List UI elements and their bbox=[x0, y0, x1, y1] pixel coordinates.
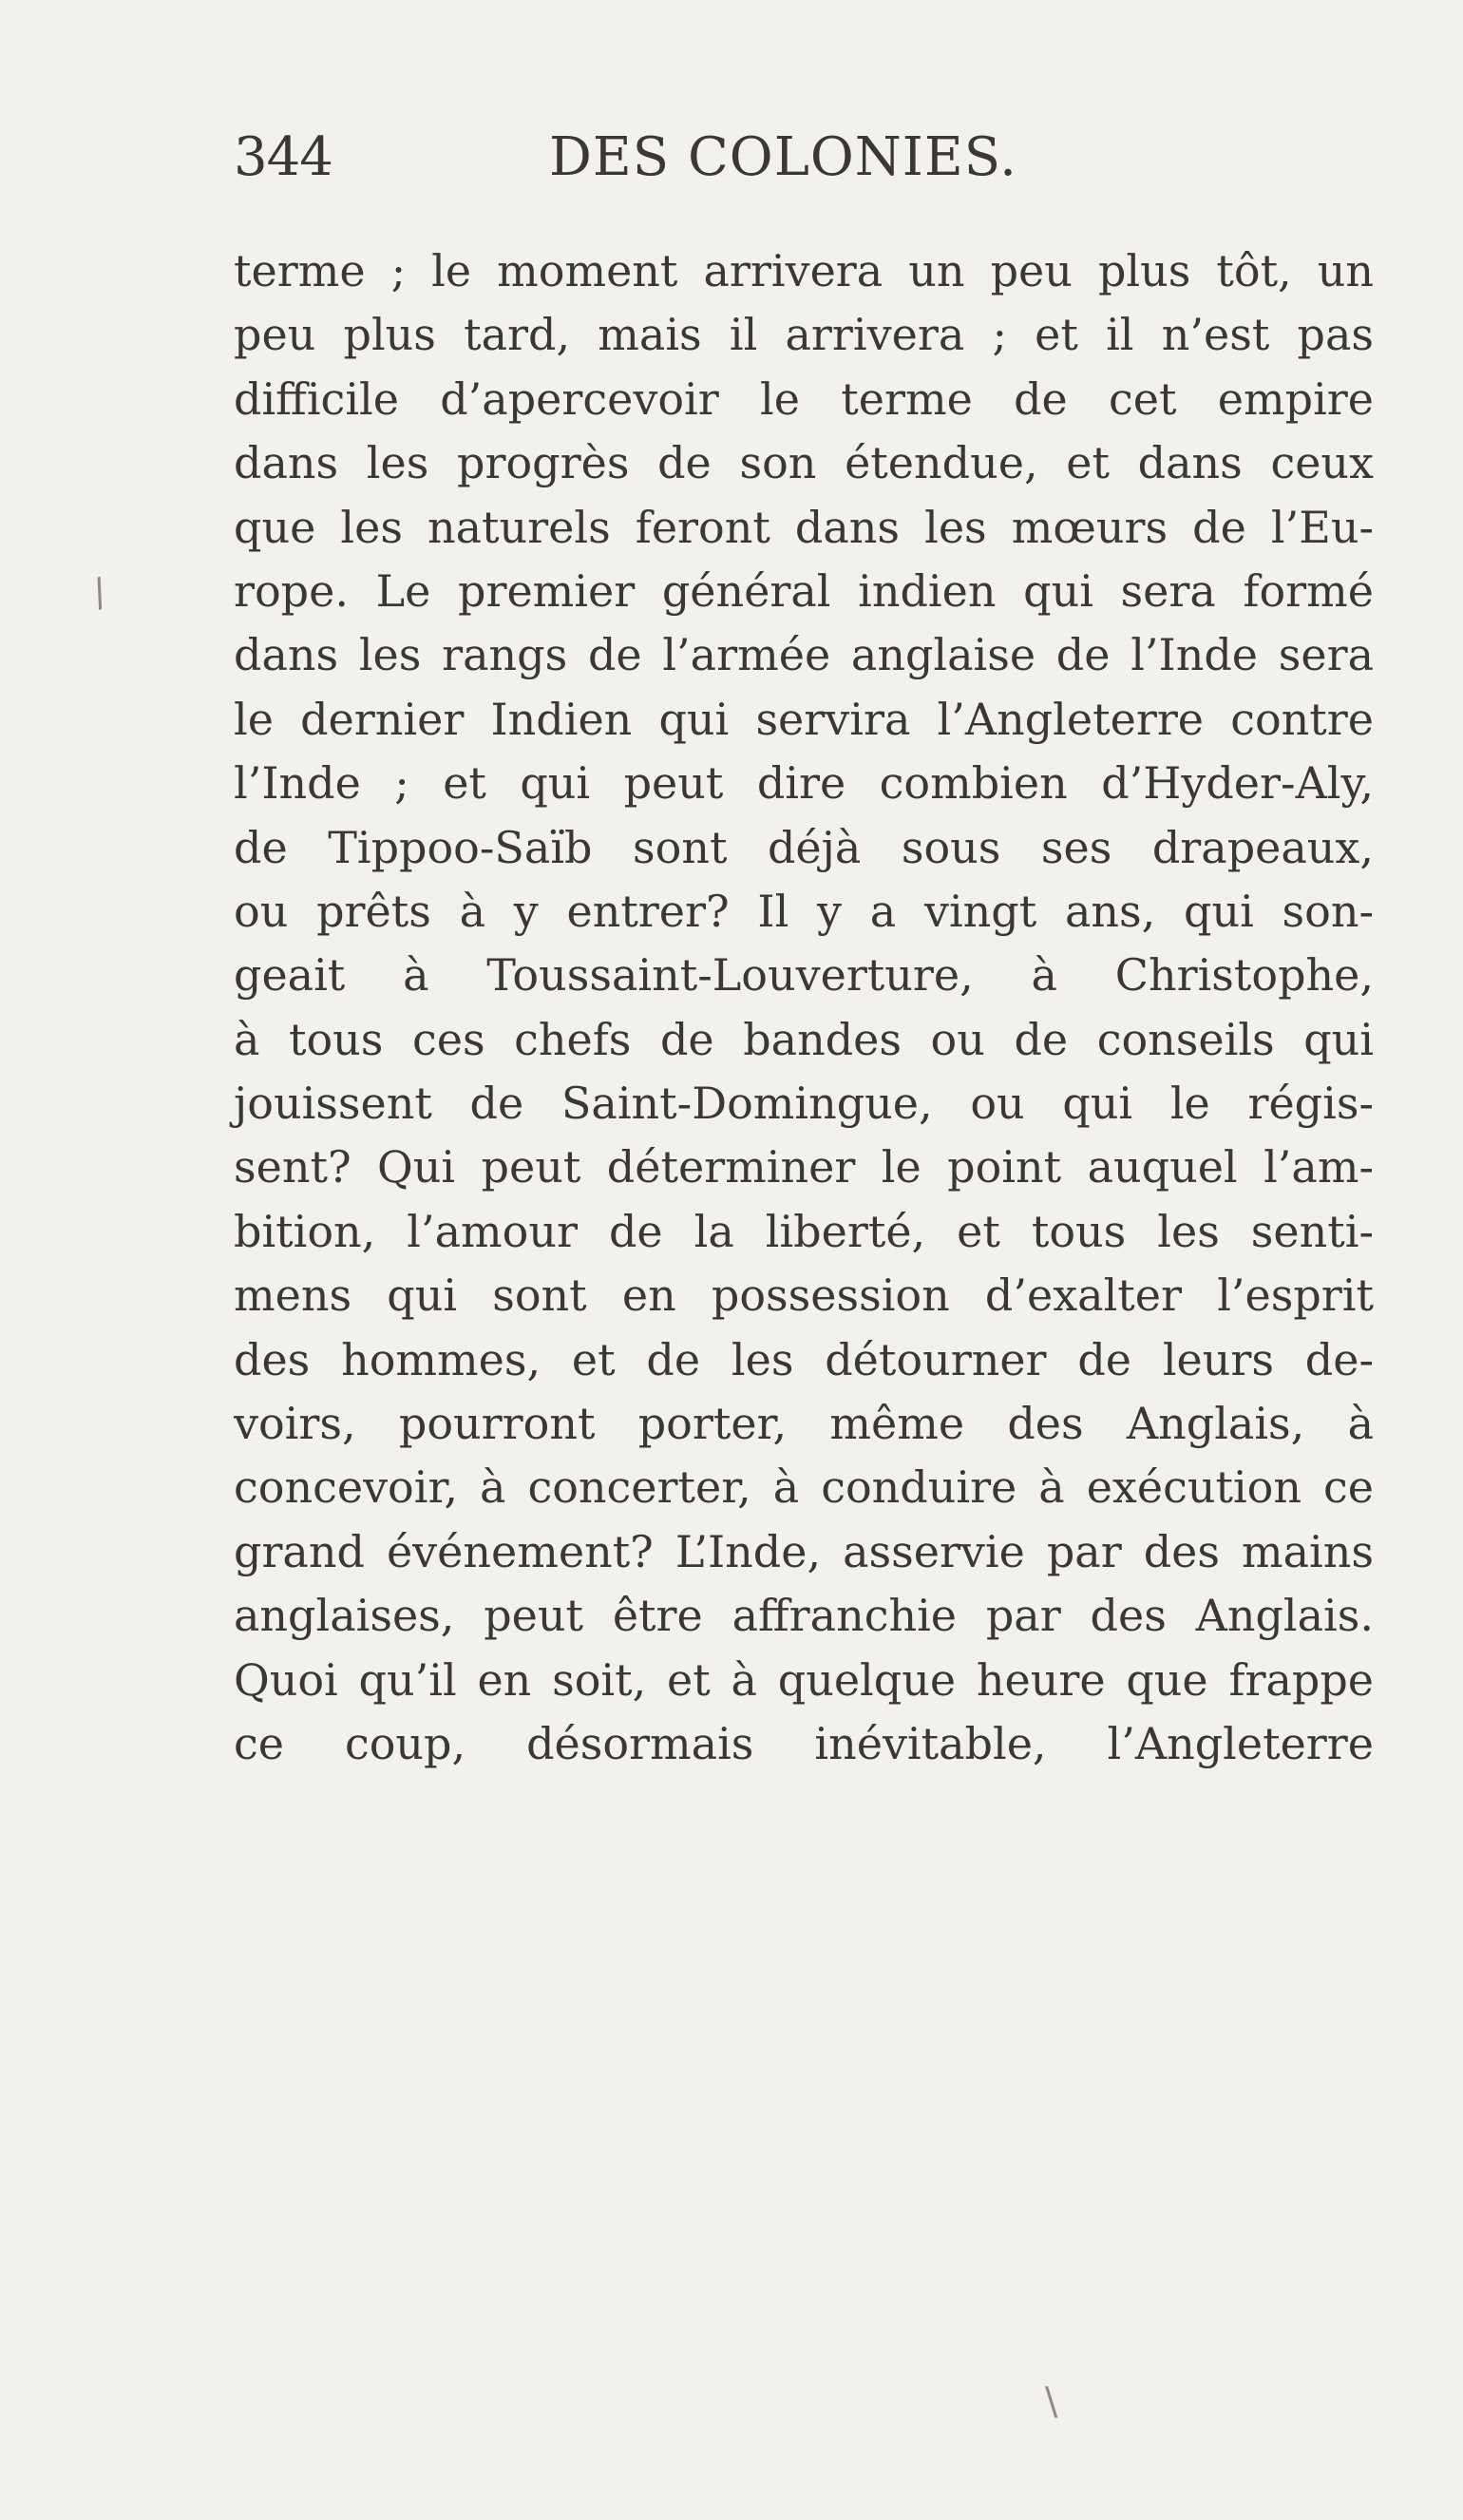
text-line: rope. Le premier général indien qui sera formé bbox=[234, 564, 1374, 617]
text-line: mens qui sont en possession d’exalter l’esprit bbox=[234, 1270, 1374, 1322]
text-line: difficile d’apercevoir le terme de cet empire bbox=[234, 372, 1374, 425]
text-line: bition, l’amour de la liberté, et tous les senti- bbox=[234, 1205, 1374, 1257]
text-line: ce coup, désormais inévitable, l’Angleterre bbox=[234, 1717, 1374, 1769]
text-line: sent? Qui peut déterminer le point auquel l’am- bbox=[234, 1141, 1374, 1193]
bottom-mark: \ bbox=[1045, 2380, 1058, 2424]
text-line: que les naturels feront dans les mœurs de l’Eu- bbox=[234, 501, 1374, 553]
text-line: anglaises, peut être affranchie par des Anglais. bbox=[234, 1590, 1374, 1642]
text-line: l’Inde ; et qui peut dire combien d’Hyder-Aly, bbox=[234, 757, 1374, 810]
text-line: terme ; le moment arrivera un peu plus tôt, un bbox=[234, 245, 1374, 296]
text-line: ou prêts à y entrer? Il y a vingt ans, qui son- bbox=[234, 885, 1374, 937]
margin-mark: / bbox=[86, 570, 113, 616]
text-line: le dernier Indien qui servira l’Angleterre contre bbox=[234, 693, 1374, 745]
text-line: jouissent de Saint-Domingue, ou qui le régis- bbox=[234, 1078, 1374, 1130]
page-header bbox=[234, 120, 1412, 196]
text-line: de Tippoo-Saïb sont déjà sous ses drapeaux, bbox=[234, 821, 1374, 873]
text-line: à tous ces chefs de bandes ou de conseils qui bbox=[234, 1013, 1374, 1065]
text-line: dans les rangs de l’armée anglaise de l’Inde sera bbox=[234, 629, 1374, 681]
page-number: 344 bbox=[234, 126, 332, 188]
page-body-text bbox=[234, 239, 1374, 1776]
text-line: Quoi qu’il en soit, et à quelque heure que frappe bbox=[234, 1653, 1374, 1706]
running-title: DES COLONIES. bbox=[549, 126, 1017, 188]
text-line: concevoir, à concerter, à conduire à exécution ce bbox=[234, 1461, 1374, 1514]
text-line: des hommes, et de les détourner de leurs de- bbox=[234, 1333, 1374, 1385]
text-line: voirs, pourront porter, même des Anglais, à bbox=[234, 1398, 1374, 1450]
text-line: grand événement? L’Inde, asservie par des mains bbox=[234, 1525, 1374, 1577]
text-line: geait à Toussaint-Louverture, à Christophe, bbox=[234, 949, 1374, 1002]
text-line: peu plus tard, mais il arrivera ; et il n’est pas bbox=[234, 309, 1374, 361]
text-line: dans les progrès de son étendue, et dans ceux bbox=[234, 437, 1374, 489]
